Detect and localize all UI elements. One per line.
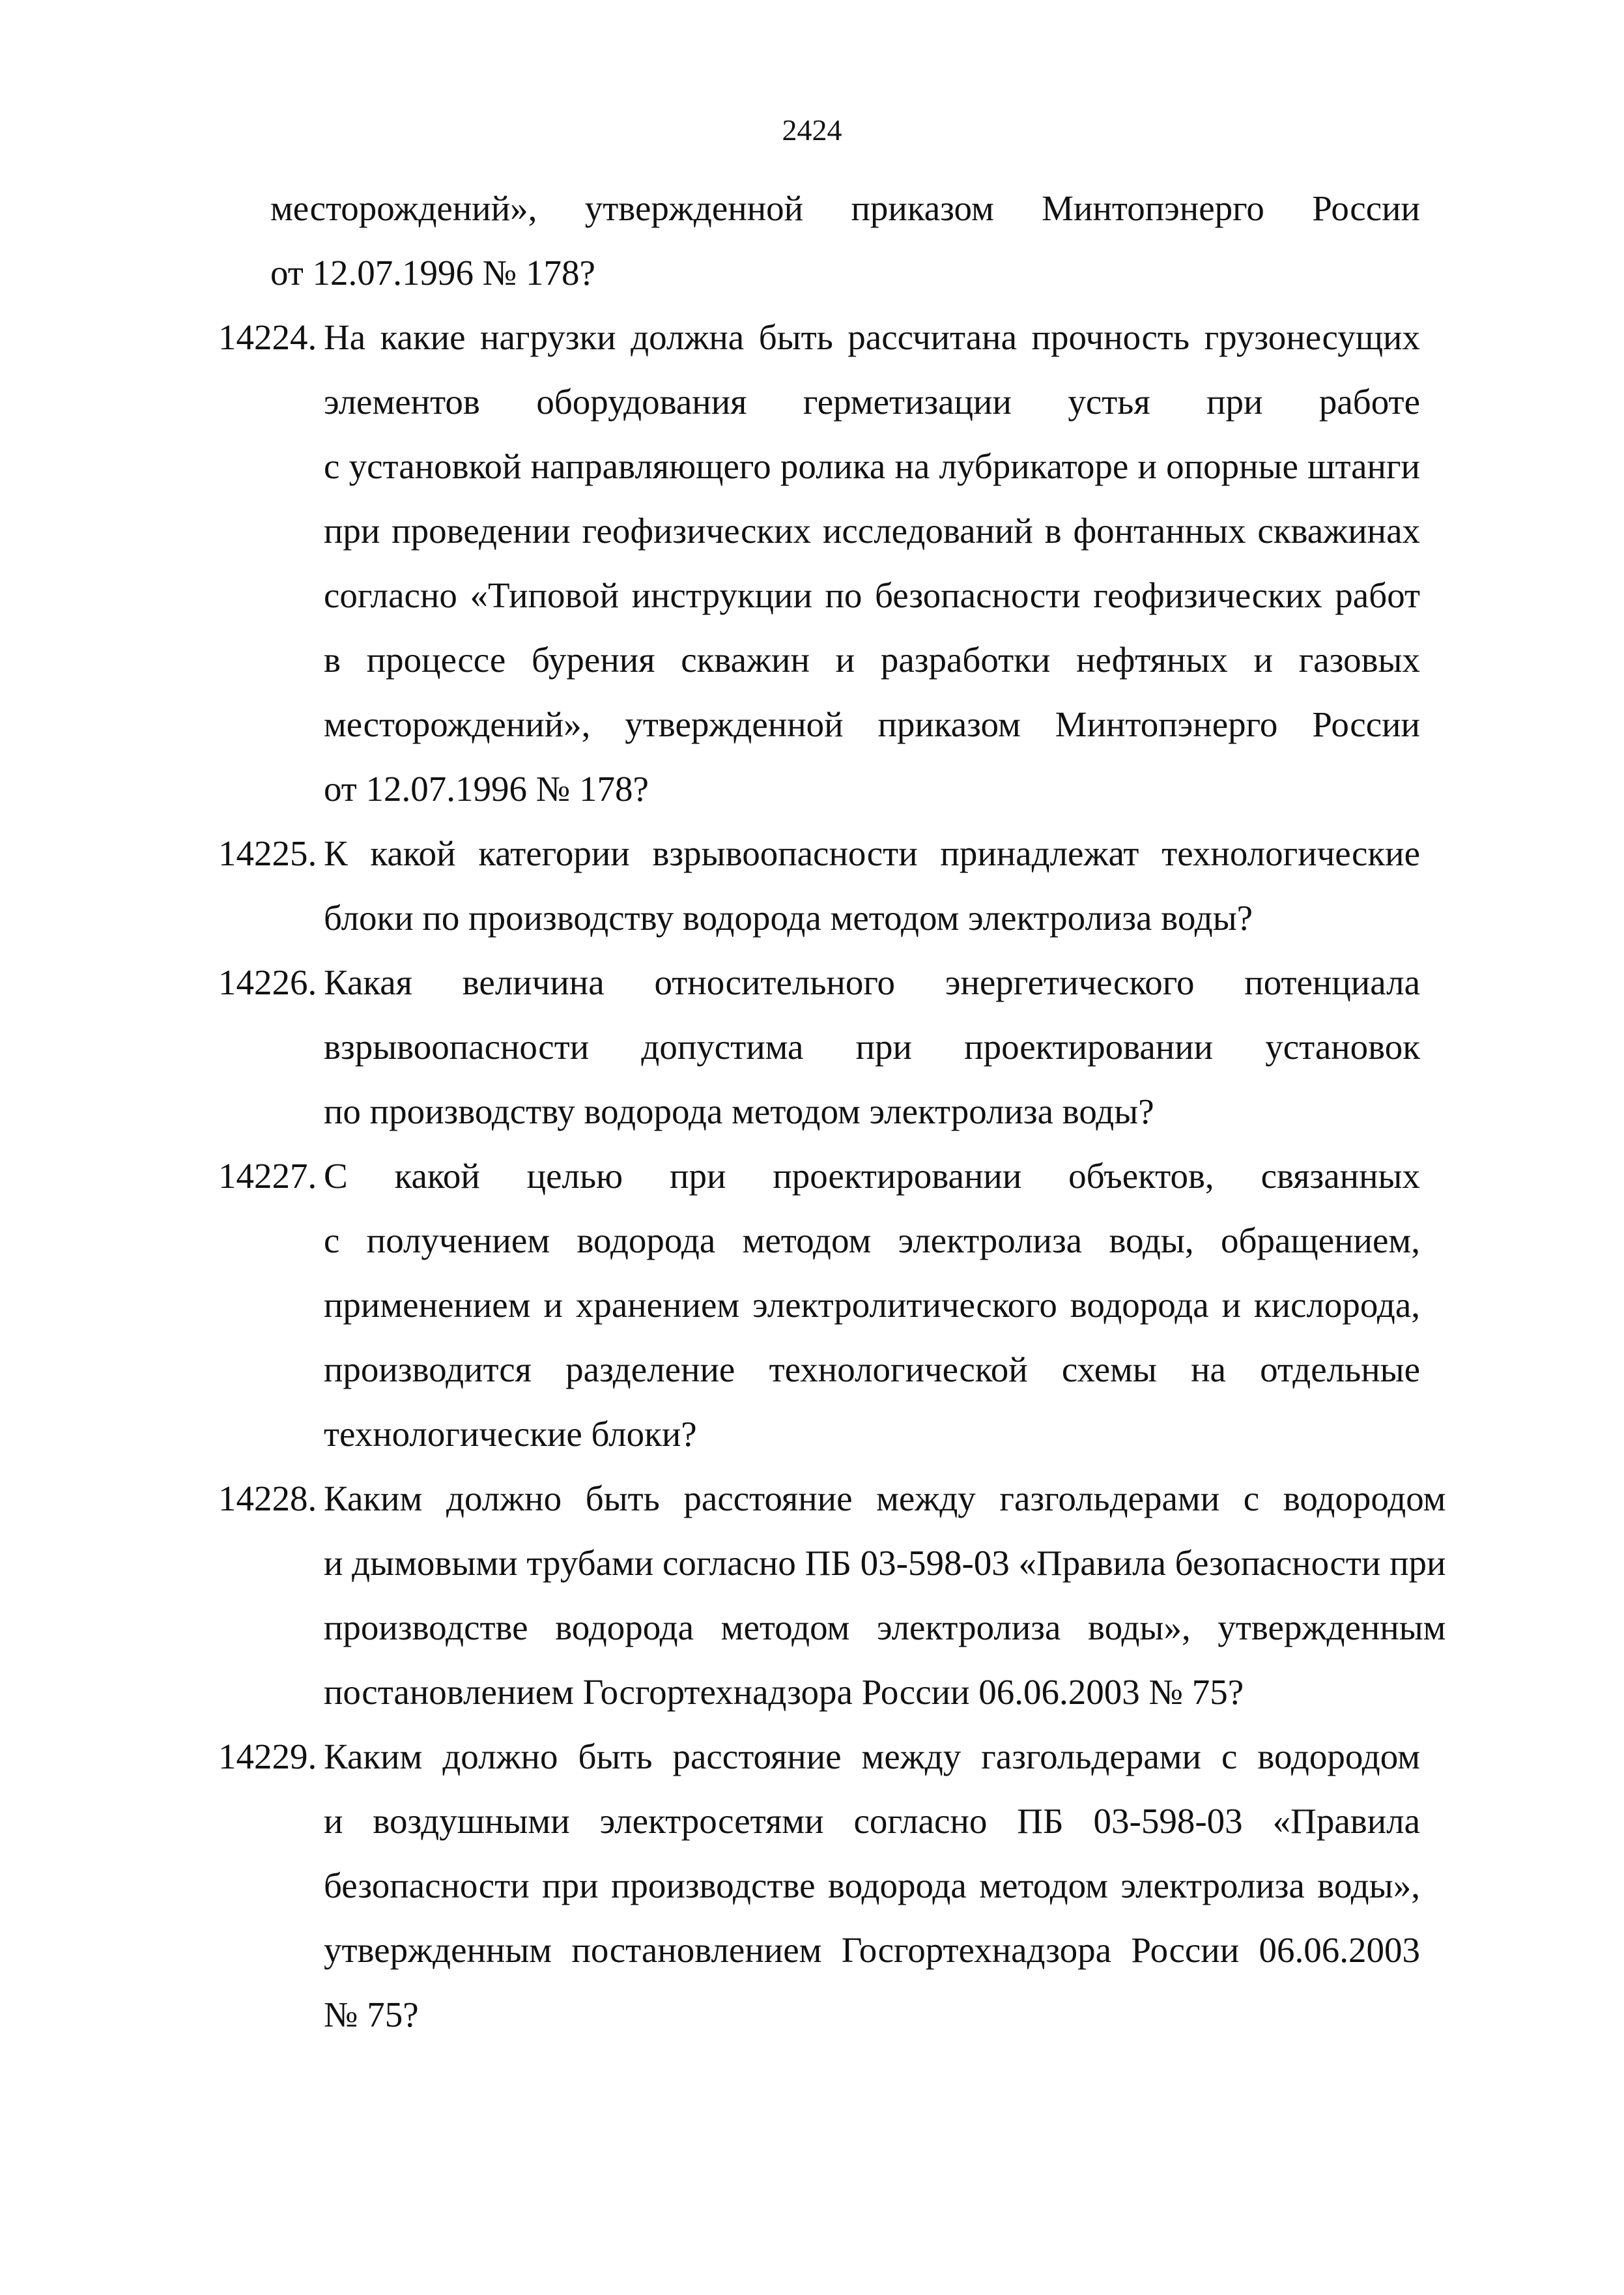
- question-line: производстве водорода методом электролиза воды», утвержденным: [324, 1608, 1446, 1647]
- question-line: месторождений», утвержденной приказом Минтопэнерго России: [324, 704, 1420, 744]
- question-number: 14228.: [218, 1479, 317, 1518]
- question-line: Какая величина относительного энергетического потенциала: [324, 962, 1420, 1002]
- question-14228: [218, 1466, 1446, 1724]
- question-line: взрывоопасности допустима при проектировании установок: [324, 1027, 1420, 1067]
- question-line: элементов оборудования герметизации устья при работе: [324, 382, 1420, 422]
- question-line: согласно «Типовой инструкции по безопасности геофизических работ: [324, 575, 1420, 615]
- question-line: На какие нагрузки должна быть рассчитана прочность грузонесущих: [324, 317, 1420, 357]
- question-line: от 12.07.1996 № 178?: [324, 769, 649, 809]
- page-number: 2424: [782, 113, 842, 147]
- document-body: [218, 176, 1446, 2047]
- question-line: Каким должно быть расстояние между газгольдерами с водородом: [324, 1737, 1420, 1776]
- question-14226: [218, 950, 1420, 1144]
- question-line: в процессе бурения скважин и разработки нефтяных и газовых: [324, 640, 1420, 680]
- question-line: безопасности при производстве водорода методом электролиза воды»,: [324, 1866, 1420, 1905]
- question-text: [324, 1466, 1446, 1724]
- question-line: № 75?: [324, 1995, 419, 2034]
- question-line: с получением водорода методом электролиза воды, обращением,: [324, 1220, 1420, 1260]
- question-line: с установкой направляющего ролика на лубрикаторе и опорные штанги: [324, 446, 1420, 486]
- question-line: утвержденным постановлением Госгортехнадзора России 06.06.2003: [324, 1930, 1420, 1970]
- question-number: 14225.: [218, 833, 317, 873]
- question-line: блоки по производству водорода методом электролиза воды?: [324, 898, 1253, 938]
- question-14225: [218, 821, 1420, 950]
- question-line: Каким должно быть расстояние между газгольдерами с водородом: [324, 1479, 1446, 1518]
- question-line: постановлением Госгортехнадзора России 06.06.2003 № 75?: [324, 1672, 1244, 1712]
- question-line: по производству водорода методом электролиза воды?: [324, 1091, 1154, 1131]
- question-number: 14229.: [218, 1737, 317, 1776]
- question-text: [324, 821, 1420, 950]
- question-line: С какой целью при проектировании объектов, связанных: [324, 1156, 1420, 1196]
- continuation-line: от 12.07.1996 № 178?: [270, 253, 595, 293]
- question-number: 14226.: [218, 962, 317, 1002]
- continuation-paragraph: [270, 176, 1420, 305]
- question-text: [324, 305, 1420, 821]
- question-text: [324, 950, 1420, 1144]
- question-line: и дымовыми трубами согласно ПБ 03-598-03 «Правила безопасности при: [324, 1543, 1446, 1583]
- question-14224: [218, 305, 1420, 821]
- question-number: 14224.: [218, 317, 317, 357]
- question-line: при проведении геофизических исследований в фонтанных скважинах: [324, 511, 1420, 551]
- question-line: технологические блоки?: [324, 1414, 697, 1454]
- question-number: 14227.: [218, 1156, 317, 1196]
- question-line: К какой категории взрывоопасности принадлежат технологические: [324, 833, 1420, 873]
- question-line: применением и хранением электролитического водорода и кислорода,: [324, 1285, 1420, 1325]
- question-text: [324, 1144, 1420, 1466]
- question-14229: [218, 1724, 1420, 2047]
- question-line: и воздушными электросетями согласно ПБ 03-598-03 «Правила: [324, 1801, 1420, 1841]
- question-text: [324, 1724, 1420, 2047]
- question-14227: [218, 1144, 1420, 1466]
- continuation-line: месторождений», утвержденной приказом Минтопэнерго России: [270, 188, 1420, 228]
- question-line: производится разделение технологической схемы на отдельные: [324, 1350, 1420, 1389]
